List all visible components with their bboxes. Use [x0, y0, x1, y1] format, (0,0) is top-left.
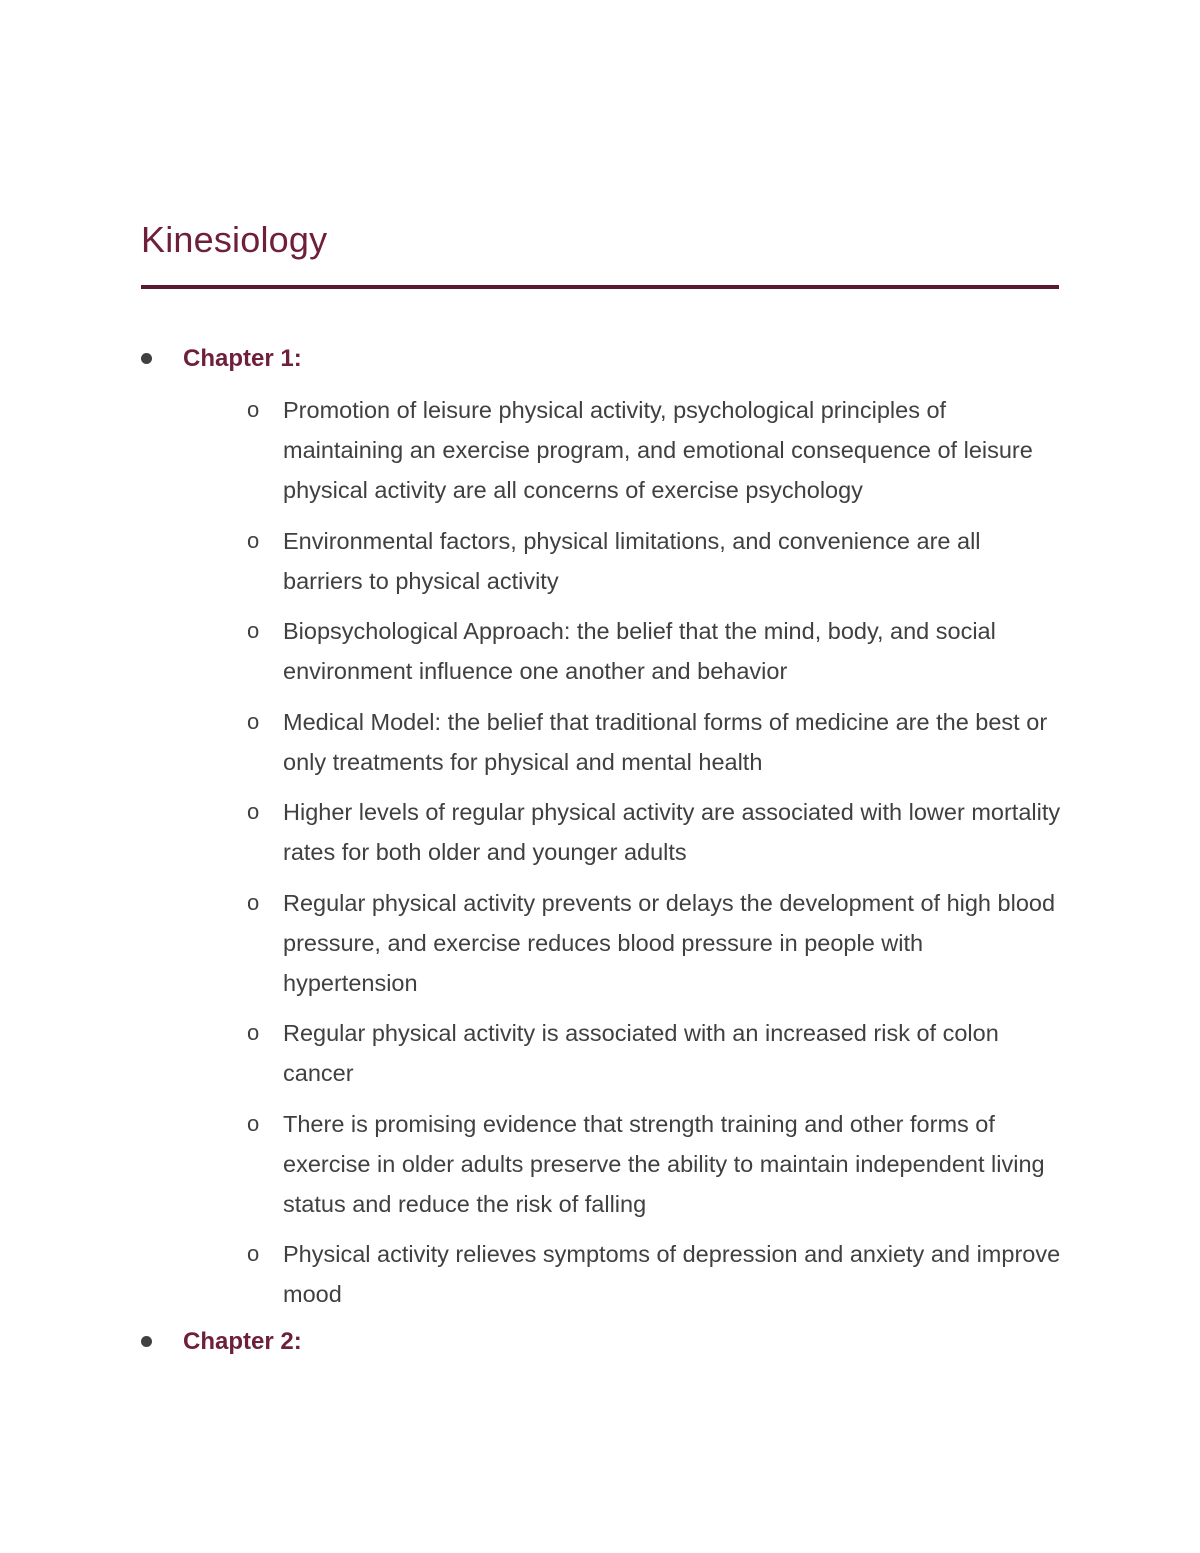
list-item [247, 521, 1067, 601]
chapter-1-heading [141, 339, 1041, 379]
circle-bullet-icon: o [247, 1241, 260, 1266]
circle-bullet-icon: o [247, 799, 260, 824]
circle-bullet-icon: o [247, 527, 260, 553]
list-item [247, 390, 1067, 510]
circle-bullet-icon: o [247, 618, 260, 643]
chapter-label: Chapter 1: [183, 345, 302, 372]
list-item [247, 702, 1067, 782]
list-item-text: Environmental factors, physical limitations, and convenience are all barriers to physical activity [283, 527, 981, 594]
list-item [247, 883, 1067, 1003]
list-item [247, 792, 1067, 872]
list-item-text: Biopsychological Approach: the belief that the mind, body, and social environment influence one another and behavior [283, 618, 996, 684]
chapter-1-items [247, 390, 1067, 1325]
bullet-icon [141, 353, 152, 364]
circle-bullet-icon: o [247, 708, 260, 734]
list-item-text: Regular physical activity prevents or delays the development of high blood pressure, and exercise reduces blood pressure in people with hypertension [283, 889, 1056, 996]
circle-bullet-icon: o [247, 1020, 260, 1045]
list-item-text: Higher levels of regular physical activity are associated with lower mortality rates for both older and younger adults [283, 799, 1061, 865]
list-item-text: Promotion of leisure physical activity, psychological principles of maintaining an exercise program, and emotional consequence of leisure physical activity are all concerns of exercise psychology [283, 397, 1033, 503]
chapter-2-heading [141, 1322, 1041, 1362]
list-item [247, 611, 1067, 691]
list-item [247, 1104, 1067, 1224]
list-item [247, 1013, 1067, 1093]
title-underline [141, 285, 1059, 289]
list-item [247, 1234, 1067, 1314]
circle-bullet-icon: o [247, 397, 260, 422]
document-title: Kinesiology [141, 219, 328, 260]
list-item-text: Physical activity relieves symptoms of depression and anxiety and improve mood [283, 1241, 1061, 1307]
list-item-text: Regular physical activity is associated with an increased risk of colon cancer [283, 1020, 999, 1086]
chapter-label: Chapter 2: [183, 1328, 302, 1355]
list-item-text: There is promising evidence that strength training and other forms of exercise in older adults preserve the ability to maintain independent living status and reduce the risk of falling [283, 1110, 1045, 1217]
circle-bullet-icon: o [247, 889, 260, 915]
circle-bullet-icon: o [247, 1110, 260, 1136]
bullet-icon [141, 1336, 152, 1347]
list-item-text: Medical Model: the belief that traditional forms of medicine are the best or only treatments for physical and mental health [283, 708, 1048, 775]
